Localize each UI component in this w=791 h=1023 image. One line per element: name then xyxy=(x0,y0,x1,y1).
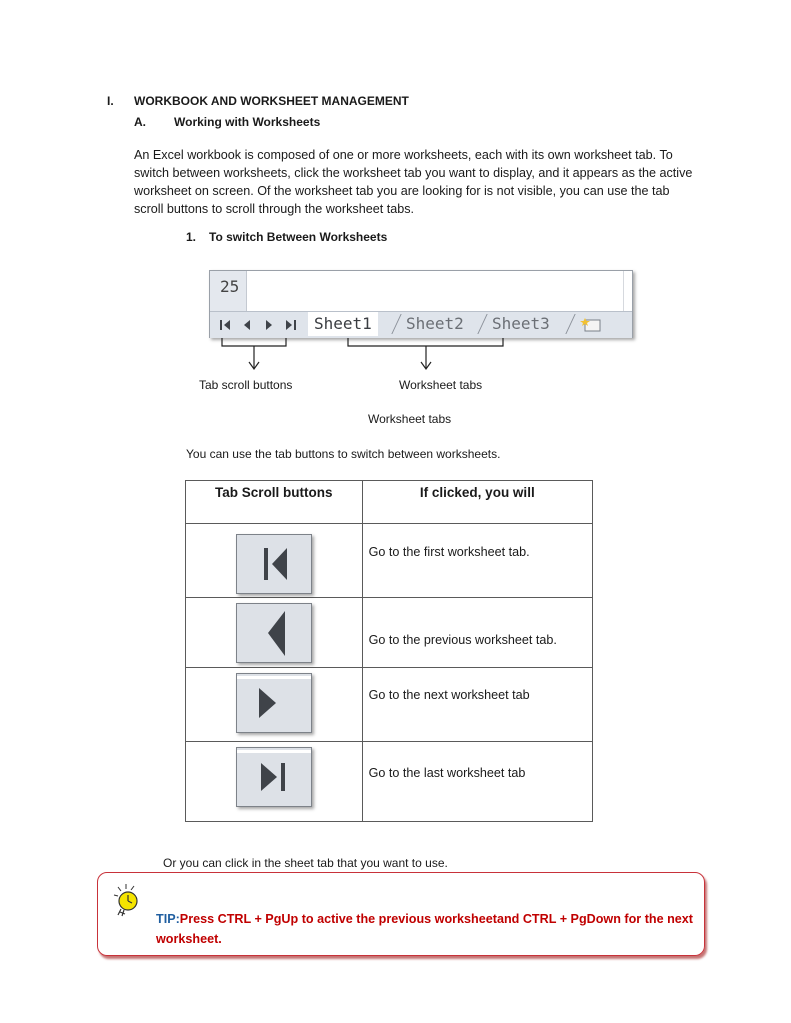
first-tab-button-image xyxy=(236,534,312,594)
action-first: Go to the first worksheet tab. xyxy=(368,545,530,559)
action-last: Go to the last worksheet tab xyxy=(368,766,526,780)
table-header-action: If clicked, you will xyxy=(362,481,592,524)
outro-text: Or you can click in the sheet tab that you want to use. xyxy=(163,856,448,870)
tip-body: Press CTRL + PgUp to active the previous worksheetand CTRL + PgDown for the next worksheet. xyxy=(156,912,693,946)
sheet-tab-2[interactable]: Sheet2 xyxy=(406,314,464,333)
tip-label: TIP: xyxy=(156,912,180,926)
step-number: 1. xyxy=(186,230,197,244)
tab-scroll-buttons-table xyxy=(185,480,593,822)
table-header-buttons: Tab Scroll buttons xyxy=(186,481,363,524)
last-tab-icon xyxy=(261,763,285,791)
sheet-tab-3[interactable]: Sheet3 xyxy=(492,314,550,333)
sheet-tab-1[interactable]: Sheet1 xyxy=(308,312,378,336)
label-worksheet-tabs: Worksheet tabs xyxy=(399,378,483,392)
intro-paragraph: An Excel workbook is composed of one or more worksheets, each with its own worksheet tab. To switch between worksheets, click the worksheet tab you want to display, and it appears as the active worksheet on screen. Of the worksheet tab you are looking for is not visible, you can use the tab scroll buttons to scroll through the worksheet tabs. xyxy=(134,148,693,216)
previous-tab-icon xyxy=(268,611,285,656)
figure-caption: Worksheet tabs xyxy=(368,412,452,426)
step-title: To switch Between Worksheets xyxy=(209,230,388,244)
table-row xyxy=(186,598,593,668)
heading-title: WORKBOOK AND WORKSHEET MANAGEMENT xyxy=(134,94,409,108)
table-intro: You can use the tab buttons to switch between worksheets. xyxy=(186,447,501,461)
table-row xyxy=(186,742,593,822)
lightbulb-clock-icon xyxy=(112,883,146,926)
table-row xyxy=(186,524,593,598)
tip-box xyxy=(97,872,705,956)
subheading-number: A. xyxy=(134,115,146,129)
next-tab-icon xyxy=(259,688,276,718)
row-number: 25 xyxy=(220,277,240,296)
heading-number: I. xyxy=(107,94,114,108)
first-tab-icon xyxy=(264,548,287,580)
previous-tab-button-image xyxy=(236,603,312,663)
subheading-title: Working with Worksheets xyxy=(174,115,321,129)
label-tab-scroll-buttons: Tab scroll buttons xyxy=(199,378,293,392)
table-row xyxy=(186,668,593,742)
last-tab-button-image xyxy=(236,747,312,807)
next-tab-button-image xyxy=(236,673,312,733)
action-previous: Go to the previous worksheet tab. xyxy=(368,633,557,647)
tip-text xyxy=(156,909,694,949)
action-next: Go to the next worksheet tab xyxy=(368,688,530,702)
